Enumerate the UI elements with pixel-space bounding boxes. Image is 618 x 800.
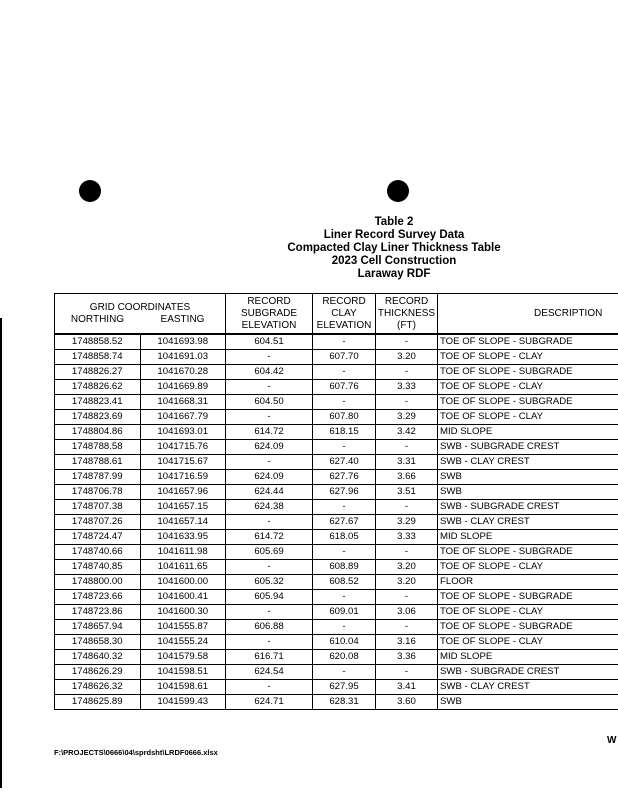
- clay-elevation-cell: 620.08: [313, 650, 376, 665]
- grid-coordinates-cell: [55, 620, 226, 635]
- table-row: [55, 500, 618, 515]
- grid-coordinates-cell: [55, 425, 226, 440]
- description-cell: SWB: [438, 470, 618, 485]
- easting-header: EASTING: [160, 313, 205, 325]
- northing-cell: 1748858.74: [71, 351, 123, 362]
- header-line: RECORD: [247, 295, 291, 307]
- table-row: [55, 650, 618, 665]
- thickness-cell: 3.41: [376, 680, 438, 695]
- description-cell: MID SLOPE: [438, 530, 618, 545]
- description-cell: SWB: [438, 485, 618, 500]
- northing-cell: 1748724.47: [71, 531, 123, 542]
- grid-coordinates-cell: [55, 515, 226, 530]
- thickness-cell: -: [376, 545, 438, 560]
- grid-coordinates-cell: [55, 485, 226, 500]
- page-edge-line: [0, 318, 2, 788]
- clay-elevation-cell: 627.76: [313, 470, 376, 485]
- table-subtitle: Compacted Clay Liner Thickness Table: [287, 242, 501, 254]
- northing-cell: 1748740.85: [71, 561, 123, 572]
- grid-coordinates-cell: [55, 605, 226, 620]
- clay-elevation-cell: 627.40: [313, 455, 376, 470]
- clay-elevation-cell: 618.15: [313, 425, 376, 440]
- table-row: [55, 334, 618, 350]
- table-row: [55, 410, 618, 425]
- table-row: [55, 380, 618, 395]
- clay-elevation-cell: 608.52: [313, 575, 376, 590]
- subgrade-elevation-cell: -: [226, 455, 313, 470]
- table-row: [55, 470, 618, 485]
- clay-elevation-cell: -: [313, 365, 376, 380]
- easting-cell: 1041716.59: [140, 470, 226, 484]
- description-cell: SWB - CLAY CREST: [438, 515, 618, 530]
- description-cell: TOE OF SLOPE - SUBGRADE: [438, 620, 618, 635]
- binder-hole-right: [387, 180, 409, 202]
- easting-cell: 1041670.28: [140, 365, 226, 379]
- description-cell: TOE OF SLOPE - SUBGRADE: [438, 334, 618, 350]
- table-row: [55, 575, 618, 590]
- easting-cell: 1041693.98: [140, 335, 226, 349]
- subgrade-elevation-cell: -: [226, 605, 313, 620]
- thickness-header: [376, 294, 438, 335]
- table-row: [55, 365, 618, 380]
- easting-cell: 1041611.98: [140, 545, 226, 559]
- northing-cell: 1748723.86: [71, 606, 123, 617]
- northing-cell: 1748826.27: [71, 366, 123, 377]
- grid-coordinates-cell: [55, 395, 226, 410]
- table-row: [55, 590, 618, 605]
- thickness-cell: 3.36: [376, 650, 438, 665]
- description-cell: SWB - SUBGRADE CREST: [438, 440, 618, 455]
- binder-hole-left: [79, 180, 101, 202]
- easting-cell: 1041600.00: [140, 575, 226, 589]
- file-path-footer: F:\PROJECTS\0666\04\sprdsht\LRDF0666.xlsx: [54, 748, 218, 757]
- northing-cell: 1748823.41: [71, 396, 123, 407]
- northing-cell: 1748788.58: [71, 441, 123, 452]
- description-cell: FLOOR: [438, 575, 618, 590]
- grid-coordinates-cell: [55, 590, 226, 605]
- subgrade-elevation-cell: -: [226, 515, 313, 530]
- easting-cell: 1041657.15: [140, 500, 226, 514]
- thickness-cell: -: [376, 365, 438, 380]
- grid-coordinates-header: [55, 294, 226, 335]
- easting-cell: 1041715.76: [140, 440, 226, 454]
- description-cell: TOE OF SLOPE - SUBGRADE: [438, 365, 618, 380]
- thickness-cell: -: [376, 334, 438, 350]
- northing-cell: 1748826.62: [71, 381, 123, 392]
- table-number: Table 2: [374, 216, 414, 228]
- thickness-cell: -: [376, 500, 438, 515]
- header-line: ELEVATION: [316, 319, 372, 331]
- page-corner-mark: W: [607, 735, 617, 746]
- subgrade-elevation-cell: -: [226, 635, 313, 650]
- easting-cell: 1041667.79: [140, 410, 226, 424]
- grid-coordinates-cell: [55, 380, 226, 395]
- description-cell: SWB - SUBGRADE CREST: [438, 500, 618, 515]
- easting-cell: 1041669.89: [140, 380, 226, 394]
- description-cell: TOE OF SLOPE - SUBGRADE: [438, 395, 618, 410]
- subgrade-elevation-cell: 624.38: [226, 500, 313, 515]
- grid-coordinates-cell: [55, 650, 226, 665]
- grid-coordinates-cell: [55, 365, 226, 380]
- grid-coordinates-cell: [55, 530, 226, 545]
- survey-table: [54, 293, 618, 710]
- northing-cell: 1748804.86: [71, 426, 123, 437]
- easting-cell: 1041633.95: [140, 530, 226, 544]
- clay-elevation-cell: -: [313, 665, 376, 680]
- table-row: [55, 560, 618, 575]
- northing-cell: 1748658.30: [71, 636, 123, 647]
- easting-cell: 1041693.01: [140, 425, 226, 439]
- clay-elevation-cell: -: [313, 395, 376, 410]
- thickness-cell: -: [376, 395, 438, 410]
- table-row: [55, 395, 618, 410]
- clay-elevation-cell: -: [313, 545, 376, 560]
- header-line: CLAY: [331, 307, 357, 319]
- northing-cell: 1748707.26: [71, 516, 123, 527]
- northing-cell: 1748823.69: [71, 411, 123, 422]
- description-cell: MID SLOPE: [438, 650, 618, 665]
- clay-elevation-cell: 627.95: [313, 680, 376, 695]
- thickness-cell: 3.66: [376, 470, 438, 485]
- easting-cell: 1041555.87: [140, 620, 226, 634]
- header-line: RECORD: [384, 295, 429, 307]
- clay-elevation-cell: 627.67: [313, 515, 376, 530]
- description-cell: TOE OF SLOPE - CLAY: [438, 350, 618, 365]
- table-row: [55, 635, 618, 650]
- thickness-cell: 3.51: [376, 485, 438, 500]
- thickness-cell: -: [376, 590, 438, 605]
- subgrade-elevation-cell: 616.71: [226, 650, 313, 665]
- thickness-cell: 3.60: [376, 695, 438, 710]
- description-cell: TOE OF SLOPE - CLAY: [438, 635, 618, 650]
- description-cell: TOE OF SLOPE - CLAY: [438, 380, 618, 395]
- grid-coordinates-cell: [55, 350, 226, 365]
- subgrade-elevation-cell: 624.44: [226, 485, 313, 500]
- table-row: [55, 350, 618, 365]
- northing-cell: 1748707.38: [71, 501, 123, 512]
- grid-coordinates-cell: [55, 545, 226, 560]
- northing-cell: 1748723.66: [71, 591, 123, 602]
- subgrade-elevation-cell: 624.09: [226, 440, 313, 455]
- grid-coordinates-cell: [55, 665, 226, 680]
- description-cell: TOE OF SLOPE - CLAY: [438, 605, 618, 620]
- thickness-cell: 3.29: [376, 410, 438, 425]
- grid-coordinates-cell: [55, 695, 226, 710]
- thickness-cell: 3.20: [376, 560, 438, 575]
- clay-elevation-cell: 609.01: [313, 605, 376, 620]
- description-cell: MID SLOPE: [438, 425, 618, 440]
- table-row: [55, 530, 618, 545]
- table-row: [55, 665, 618, 680]
- description-cell: SWB - CLAY CREST: [438, 680, 618, 695]
- easting-cell: 1041715.67: [140, 455, 226, 469]
- subgrade-elevation-cell: -: [226, 680, 313, 695]
- grid-coordinates-cell: [55, 334, 226, 350]
- easting-cell: 1041599.43: [140, 695, 226, 709]
- easting-cell: 1041555.24: [140, 635, 226, 649]
- thickness-cell: 3.20: [376, 350, 438, 365]
- easting-cell: 1041598.51: [140, 665, 226, 679]
- grid-coordinates-cell: [55, 410, 226, 425]
- easting-cell: 1041600.41: [140, 590, 226, 604]
- subgrade-elevation-cell: 604.51: [226, 334, 313, 350]
- subgrade-elevation-cell: 614.72: [226, 425, 313, 440]
- thickness-cell: -: [376, 440, 438, 455]
- clay-elevation-cell: -: [313, 500, 376, 515]
- header-line: RECORD: [322, 295, 366, 307]
- clay-elevation-cell: 628.31: [313, 695, 376, 710]
- thickness-cell: -: [376, 665, 438, 680]
- grid-coordinates-cell: [55, 455, 226, 470]
- clay-elevation-cell: -: [313, 620, 376, 635]
- grid-coordinates-cell: [55, 500, 226, 515]
- thickness-cell: 3.33: [376, 530, 438, 545]
- clay-elevation-cell: -: [313, 590, 376, 605]
- grid-coordinates-cell: [55, 470, 226, 485]
- description-cell: SWB - SUBGRADE CREST: [438, 665, 618, 680]
- table-row: [55, 605, 618, 620]
- clay-elevation-cell: 610.04: [313, 635, 376, 650]
- description-cell: TOE OF SLOPE - CLAY: [438, 560, 618, 575]
- subgrade-elevation-cell: 624.09: [226, 470, 313, 485]
- easting-cell: 1041691.03: [140, 350, 226, 364]
- thickness-cell: 3.20: [376, 575, 438, 590]
- description-cell: SWB: [438, 695, 618, 710]
- clay-elevation-cell: -: [313, 334, 376, 350]
- northing-cell: 1748626.32: [71, 681, 123, 692]
- subgrade-elevation-cell: 606.88: [226, 620, 313, 635]
- subgrade-elevation-cell: 604.50: [226, 395, 313, 410]
- northing-cell: 1748640.32: [71, 651, 123, 662]
- northing-cell: 1748800.00: [71, 576, 123, 587]
- thickness-cell: 3.06: [376, 605, 438, 620]
- subgrade-elevation-cell: -: [226, 350, 313, 365]
- grid-coordinates-cell: [55, 560, 226, 575]
- easting-cell: 1041668.31: [140, 395, 226, 409]
- clay-elevation-cell: 607.80: [313, 410, 376, 425]
- northing-header: NORTHING: [70, 313, 125, 325]
- northing-cell: 1748706.78: [71, 486, 123, 497]
- survey-table-body: [55, 334, 618, 710]
- grid-coordinates-cell: [55, 440, 226, 455]
- table-row: [55, 485, 618, 500]
- table-row: [55, 620, 618, 635]
- clay-elevation-cell: 627.96: [313, 485, 376, 500]
- table-row: [55, 455, 618, 470]
- description-cell: TOE OF SLOPE - SUBGRADE: [438, 590, 618, 605]
- table-title-block: [280, 216, 508, 281]
- grid-coordinates-cell: [55, 575, 226, 590]
- thickness-cell: -: [376, 620, 438, 635]
- clay-elevation-cell: 618.05: [313, 530, 376, 545]
- thickness-cell: 3.29: [376, 515, 438, 530]
- grid-coordinates-cell: [55, 635, 226, 650]
- table-row: [55, 425, 618, 440]
- northing-cell: 1748626.29: [71, 666, 123, 677]
- header-line: SUBGRADE: [240, 307, 298, 319]
- subgrade-elevation-cell: -: [226, 380, 313, 395]
- subgrade-elevation-cell: 605.94: [226, 590, 313, 605]
- subgrade-elevation-cell: 605.69: [226, 545, 313, 560]
- table-site: Laraway RDF: [357, 268, 431, 280]
- table-row: [55, 545, 618, 560]
- table-title: Liner Record Survey Data: [323, 229, 465, 241]
- northing-cell: 1748625.89: [71, 696, 123, 707]
- description-header: DESCRIPTION: [438, 294, 618, 335]
- grid-coordinates-label: GRID COORDINATES: [89, 301, 191, 313]
- thickness-cell: 3.31: [376, 455, 438, 470]
- thickness-cell: 3.42: [376, 425, 438, 440]
- subgrade-elevation-cell: -: [226, 410, 313, 425]
- thickness-cell: 3.33: [376, 380, 438, 395]
- thickness-cell: 3.16: [376, 635, 438, 650]
- table-row: [55, 695, 618, 710]
- header-line: ELEVATION: [241, 319, 297, 331]
- northing-cell: 1748788.61: [71, 456, 123, 467]
- description-cell: TOE OF SLOPE - SUBGRADE: [438, 545, 618, 560]
- table-project: 2023 Cell Construction: [331, 255, 457, 267]
- northing-cell: 1748787.99: [71, 471, 123, 482]
- table-row: [55, 515, 618, 530]
- easting-cell: 1041579.58: [140, 650, 226, 664]
- clay-elevation-cell: 608.89: [313, 560, 376, 575]
- northing-cell: 1748740.66: [71, 546, 123, 557]
- header-line: THICKNESS: [377, 307, 436, 319]
- clay-elevation-header: [313, 294, 376, 335]
- header-line: (FT): [397, 319, 416, 331]
- table-row: [55, 680, 618, 695]
- subgrade-elevation-cell: 624.71: [226, 695, 313, 710]
- easting-cell: 1041657.96: [140, 485, 226, 499]
- subgrade-elevation-cell: 604.42: [226, 365, 313, 380]
- subgrade-elevation-cell: 614.72: [226, 530, 313, 545]
- clay-elevation-cell: 607.70: [313, 350, 376, 365]
- description-cell: TOE OF SLOPE - CLAY: [438, 410, 618, 425]
- subgrade-elevation-cell: 624.54: [226, 665, 313, 680]
- subgrade-elevation-header: [226, 294, 313, 335]
- easting-cell: 1041598.61: [140, 680, 226, 694]
- clay-elevation-cell: 607.76: [313, 380, 376, 395]
- description-cell: SWB - CLAY CREST: [438, 455, 618, 470]
- subgrade-elevation-cell: -: [226, 560, 313, 575]
- northing-cell: 1748657.94: [71, 621, 123, 632]
- easting-cell: 1041611.65: [140, 560, 226, 574]
- northing-cell: 1748858.52: [71, 336, 123, 347]
- subgrade-elevation-cell: 605.32: [226, 575, 313, 590]
- table-row: [55, 440, 618, 455]
- grid-coordinates-cell: [55, 680, 226, 695]
- header-row: [55, 294, 618, 335]
- easting-cell: 1041600.30: [140, 605, 226, 619]
- easting-cell: 1041657.14: [140, 515, 226, 529]
- clay-elevation-cell: -: [313, 440, 376, 455]
